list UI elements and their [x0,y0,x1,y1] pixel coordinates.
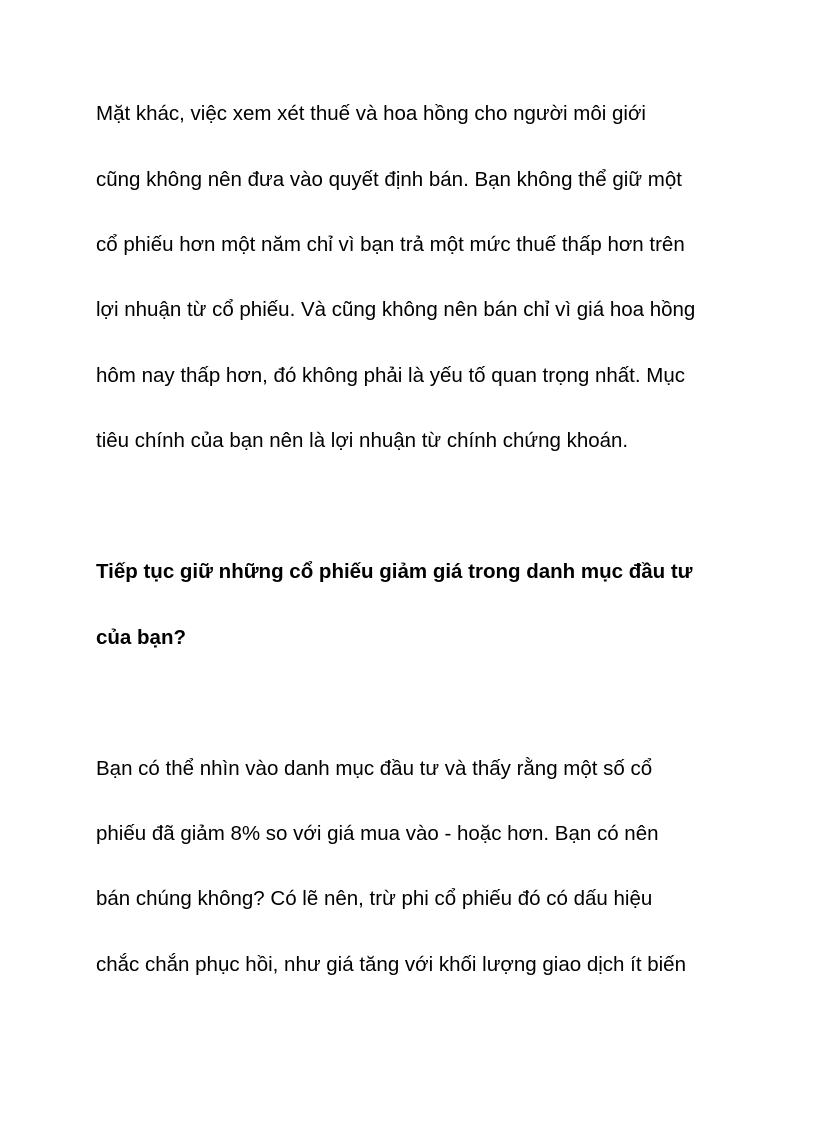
paragraph-1-line-4: lợi nhuận từ cổ phiếu. Và cũng không nên bán chỉ vì giá hoa hồng [96,298,696,321]
paragraph-2-line-4: chắc chắn phục hồi, như giá tăng với khối lượng giao dịch ít biến [96,953,686,976]
paragraph-2-line-3: bán chúng không? Có lẽ nên, trừ phi cổ phiếu đó có dấu hiệu [96,887,653,910]
section-heading-line-1: Tiếp tục giữ những cổ phiếu giảm giá trong danh mục đầu tư [96,560,693,583]
paragraph-1-line-2: cũng không nên đưa vào quyết định bán. Bạn không thể giữ một [96,168,682,191]
paragraph-1-line-1: Mặt khác, việc xem xét thuế và hoa hồng cho người môi giới [96,102,646,125]
paragraph-1-line-3: cổ phiếu hơn một năm chỉ vì bạn trả một mức thuế thấp hơn trên [96,233,685,256]
section-heading-line-2: của bạn? [96,626,186,649]
paragraph-2-line-2: phiếu đã giảm 8% so với giá mua vào - hoặc hơn. Bạn có nên [96,822,659,845]
paragraph-2-line-1: Bạn có thể nhìn vào danh mục đầu tư và thấy rằng một số cổ [96,757,653,780]
paragraph-1-line-5: hôm nay thấp hơn, đó không phải là yếu tố quan trọng nhất. Mục [96,364,685,387]
paragraph-1-line-6: tiêu chính của bạn nên là lợi nhuận từ chính chứng khoán. [96,429,629,452]
